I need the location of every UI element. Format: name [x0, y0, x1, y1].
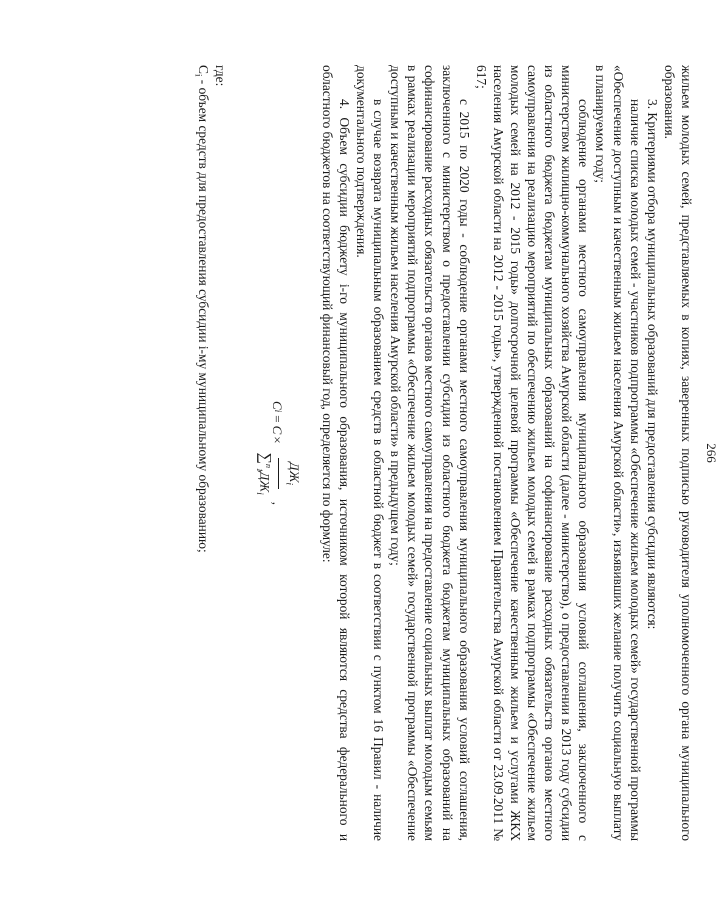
where-label: где:: [213, 65, 229, 87]
formula-lhs-sub: i: [272, 409, 283, 413]
formula-denominator: [251, 449, 278, 499]
rotated-text-block: [190, 53, 720, 853]
paragraph-subsidy-volume: 4. Объем субсидии бюджету i-го муниципального образования, источником которой являются средства федерального и областного бюджетов на соответствующий финансовый год, определяется по формуле:: [319, 65, 353, 841]
denominator-sub: i: [255, 492, 266, 495]
numerator-sub: i: [284, 482, 295, 485]
paragraph-criterion-2015-2020: с 2015 по 2020 годы - соблюдение органами местного самоуправления муниципального образования условий соглашения, заключенного с министерством о предоставлении субсидии из областного бюджета бюджетам муниципальных образований на софинансирование расходных обязательств органов местного самоуправления на предоставление социальных выплат молодым семьям в рамках реализации мероприятий подпрограммы «Обеспечение жильем молодых семей» государственной программы «Обеспечение доступным и качественным жильем населения Амурской области» в предыдущем году;: [388, 65, 472, 841]
paragraph-criterion-2013: соблюдение органами местного самоуправления муниципального образования условий соглашения, заключенного с министерством жилищно-коммунального хозяйства Амурской области (далее - министерство), о предоставлении в 2013 году субсидии из областного бюджета бюджетам муниципальных образований на софинансирование расходных обязательств органов местного самоуправления на реализацию мероприятий по обеспечению жильем молодых семей в рамках подпрограммы «Обеспечение жильем молодых семей на 2012 - 2015 годы» долгосрочной целевой программы «Обеспечение качественным жильем и услугами ЖКХ населения Амурской области на 2012 - 2015 годы», утвержденной постановлением Правительства Амурской области от 23.09.2011 № 617;: [473, 65, 592, 841]
denominator-text: ДЖ: [257, 472, 273, 493]
formula-lhs: C: [269, 401, 285, 410]
sigma-lower: 1: [255, 468, 265, 472]
paragraph-criterion-refund: в случае возврата муниципальным образованием средств в областной бюджет в соответствии с пунктом 16 Правил - наличие документального подтверждения.: [354, 65, 387, 841]
formula-coef: C: [269, 425, 285, 435]
formula-equals: =: [269, 415, 285, 423]
definition-ci: [189, 65, 212, 841]
formula-trailing: ,: [269, 501, 285, 505]
definition-symbol: C: [196, 65, 212, 74]
definition-text: - объем средств для предоставления субсидии i-му муниципальному образованию;: [196, 76, 212, 553]
formula-times: ×: [269, 436, 285, 444]
numerator-text: ДЖ: [286, 462, 302, 483]
formula-numerator: [278, 458, 303, 489]
sigma-upper: n: [264, 464, 274, 468]
subsidy-formula: [251, 65, 303, 841]
definition-symbol-sub: i: [193, 73, 204, 77]
paragraph-continuation: жильем молодых семей, представляемых в копиях, заверенных подписью руководителя уполномоченного органа муниципального образования.: [661, 65, 694, 841]
paragraph-criteria-heading: 3. Критериями отбора муниципальных образований для предоставления субсидии являются:: [644, 99, 660, 630]
paragraph-criterion-list: наличие списка молодых семей - участников подпрограммы «Обеспечение жильем молодых семей» государственной программы «Обеспечение доступным и качественным жильем населения Амурской области», изъявивших желание получить социальную выплату в планируемом году;: [593, 65, 643, 841]
sigma-symbol: ∑: [256, 452, 274, 464]
page-number: 266: [704, 443, 719, 463]
formula-fraction: [251, 449, 303, 499]
